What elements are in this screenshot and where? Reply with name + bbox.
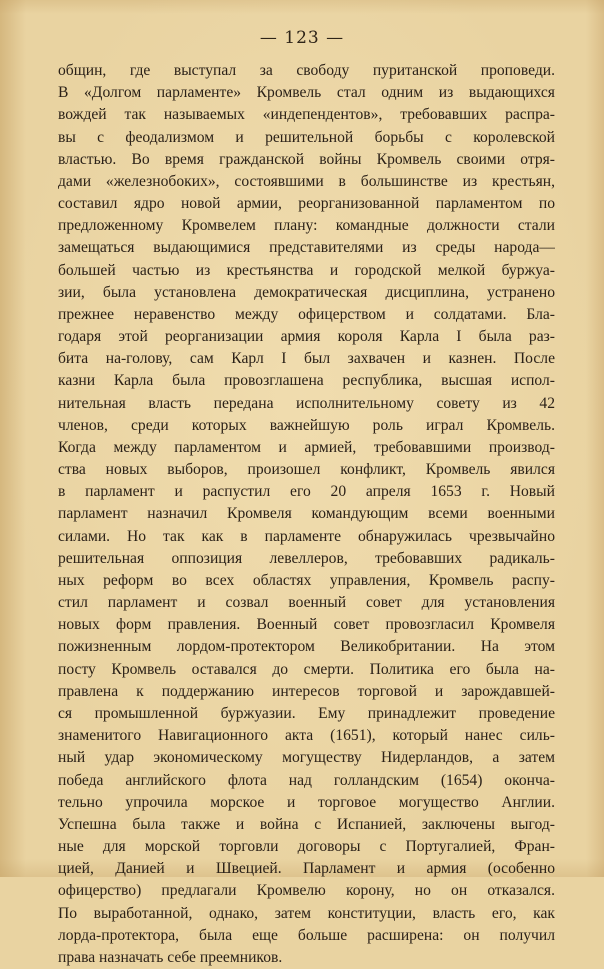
text-line: знаменитого Навигационного акта (1651), который нанес силь- bbox=[58, 727, 555, 745]
text-line: ный удар экономическому могуществу Нидерландов, а затем bbox=[58, 749, 555, 767]
text-line: ся промышленной буржуазии. Ему принадлежит проведение bbox=[58, 704, 555, 722]
text-line: прежнее неравенство между офицерством и солдатами. Бла- bbox=[58, 305, 555, 323]
text-line: офицерство) предлагали Кромвелю корону, но он отказался. bbox=[58, 882, 555, 900]
text-line: правлена к поддержанию интересов торговой и зарождавшей- bbox=[58, 682, 555, 700]
text-line: казни Карла была провозглашена республика, высшая испол- bbox=[58, 372, 555, 390]
page-number: — 123 — bbox=[259, 28, 345, 48]
text-line: Успешна была также и война с Испанией, заключены выгод- bbox=[58, 815, 555, 833]
text-line: тельно упрочила морское и торговое могущество Англии. bbox=[58, 793, 555, 811]
text-line: цией, Данией и Швецией. Парламент и армия (особенно bbox=[58, 860, 555, 878]
text-line: ных реформ во всех областях управления, Кромвель распу- bbox=[58, 571, 555, 589]
text-line: стил парламент и созвал военный совет для установления bbox=[58, 594, 555, 612]
text-line: ные для морской торговли договоры с Португалией, Фран- bbox=[58, 838, 555, 856]
text-line: властью. Во время гражданской войны Кромвель своими отря- bbox=[58, 150, 555, 168]
text-line: пожизненным лордом-протектором Великобритании. На этом bbox=[58, 638, 555, 656]
text-line: замещаться выдающимися представителями из среды народа— bbox=[58, 239, 555, 257]
text-line: предложенному Кромвелем плану: командные должности стали bbox=[58, 217, 555, 235]
text-line: права назначать себе преемников. bbox=[58, 948, 283, 966]
text-line: Когда между парламентом и армией, требовавшими производ- bbox=[58, 438, 555, 456]
text-line: вождей так называемых «индепендентов», требовавших распра- bbox=[58, 106, 555, 124]
text-line: в парламент и распустил его 20 апреля 1653 г. Новый bbox=[58, 483, 555, 501]
text-line: парламент назначил Кромвеля командующим всеми военными bbox=[58, 505, 555, 523]
text-line: победа английского флота над голландским (1654) оконча- bbox=[58, 771, 555, 789]
text-line: общин, где выступал за свободу пуританской проповеди. bbox=[58, 62, 555, 79]
text-line: бита на-голову, сам Карл I был захвачен и казнен. После bbox=[58, 350, 555, 368]
text-line: В «Долгом парламенте» Кромвель стал одним из выдающихся bbox=[58, 84, 555, 102]
text-line: составил ядро новой армии, реорганизованной парламентом по bbox=[58, 195, 555, 213]
body-text bbox=[58, 60, 555, 969]
text-line: дами «железнобоких», состоявшими в большинстве из крестьян, bbox=[58, 172, 555, 190]
text-line: решительная оппозиция левеллеров, требовавших радикаль- bbox=[58, 549, 555, 567]
text-line: членов, среди которых важнейшую роль играл Кромвель. bbox=[58, 416, 555, 434]
text-line: большей частью из крестьянства и городской мелкой буржуа- bbox=[58, 261, 555, 279]
text-line: посту Кромвель оставался до смерти. Политика его была на- bbox=[58, 660, 555, 678]
text-line: ства новых выборов, произошел конфликт, Кромвель явился bbox=[58, 461, 555, 479]
text-line: нительная власть передана исполнительному совету из 42 bbox=[58, 394, 555, 412]
text-line: лорда-протектора, была еще больше расширена: он получил bbox=[58, 926, 555, 944]
text-line: годаря этой реорганизации армия короля Карла I была раз- bbox=[58, 328, 555, 346]
text-line: новых форм правления. Военный совет провозгласил Кромвеля bbox=[58, 616, 555, 634]
text-line: силами. Но так как в парламенте обнаружилась чрезвычайно bbox=[58, 527, 555, 545]
text-line: вы с феодализмом и решительной борьбы с королевской bbox=[58, 128, 555, 146]
text-line: зии, была установлена демократическая дисциплина, устранено bbox=[58, 283, 555, 301]
text-line: По выработанной, однако, затем конституции, власть его, как bbox=[58, 904, 555, 922]
